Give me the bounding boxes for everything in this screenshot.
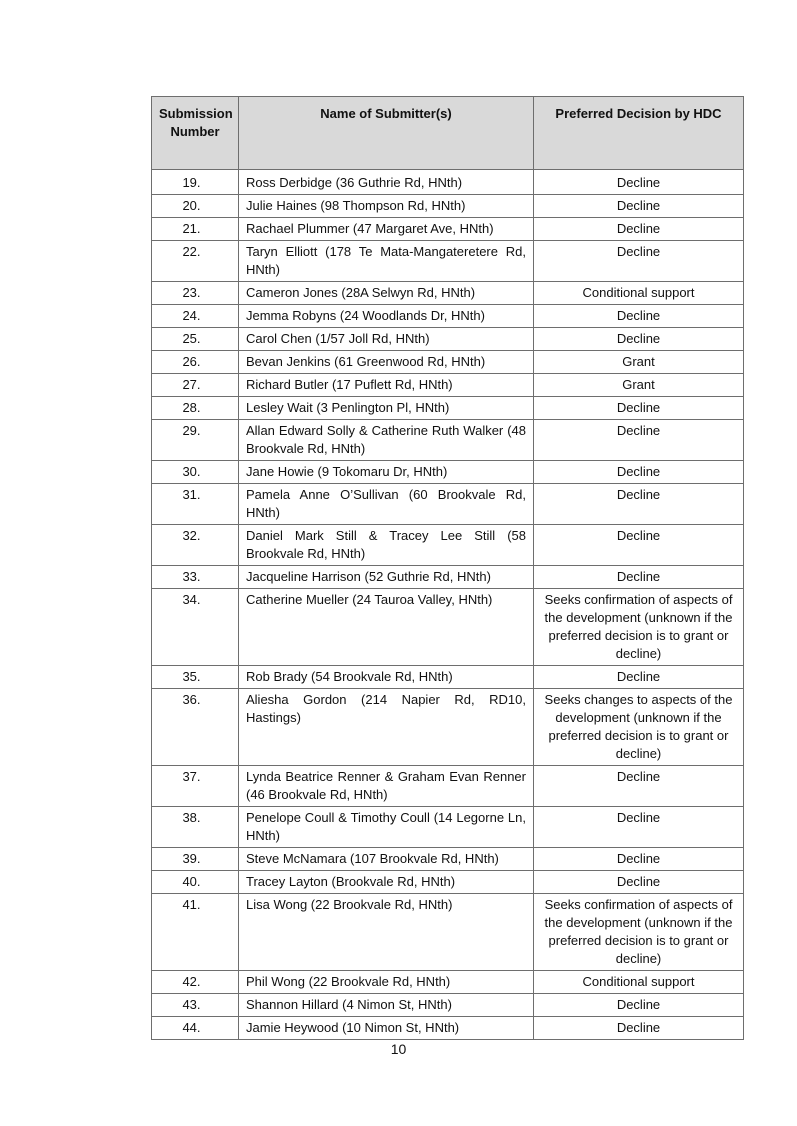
submitter-name-cell: Jane Howie (9 Tokomaru Dr, HNth): [239, 461, 534, 484]
submission-number-cell: 28.: [152, 397, 239, 420]
submission-number-cell: 21.: [152, 218, 239, 241]
preferred-decision-cell: Decline: [534, 420, 744, 461]
submission-number-cell: 34.: [152, 589, 239, 666]
submission-number-cell: 20.: [152, 195, 239, 218]
table-row: [152, 1017, 744, 1040]
preferred-decision-cell: Grant: [534, 374, 744, 397]
submission-number-cell: 26.: [152, 351, 239, 374]
submission-number-cell: 23.: [152, 282, 239, 305]
preferred-decision-cell: Decline: [534, 994, 744, 1017]
preferred-decision-cell: Decline: [534, 1017, 744, 1040]
submitter-name-cell: Pamela Anne O’Sullivan (60 Brookvale Rd, HNth): [239, 484, 534, 525]
submission-number-cell: 37.: [152, 766, 239, 807]
preferred-decision-cell: Decline: [534, 461, 744, 484]
header-submitter-name: Name of Submitter(s): [239, 97, 534, 170]
header-row: [152, 97, 744, 170]
submitter-name-cell: Richard Butler (17 Puflett Rd, HNth): [239, 374, 534, 397]
submitter-name-cell: Lesley Wait (3 Penlington Pl, HNth): [239, 397, 534, 420]
submitter-name-cell: Jemma Robyns (24 Woodlands Dr, HNth): [239, 305, 534, 328]
submitter-name-cell: Catherine Mueller (24 Tauroa Valley, HNth): [239, 589, 534, 666]
preferred-decision-cell: Seeks confirmation of aspects of the development (unknown if the preferred decision is to grant or decline): [534, 589, 744, 666]
submission-number-cell: 36.: [152, 689, 239, 766]
preferred-decision-cell: Decline: [534, 525, 744, 566]
submission-number-cell: 38.: [152, 807, 239, 848]
submission-number-cell: 40.: [152, 871, 239, 894]
table-row: [152, 994, 744, 1017]
preferred-decision-cell: Decline: [534, 484, 744, 525]
preferred-decision-cell: Seeks changes to aspects of the development (unknown if the preferred decision is to grant or decline): [534, 689, 744, 766]
submitter-name-cell: Lisa Wong (22 Brookvale Rd, HNth): [239, 894, 534, 971]
submission-number-cell: 39.: [152, 848, 239, 871]
preferred-decision-cell: Decline: [534, 766, 744, 807]
submission-number-cell: 25.: [152, 328, 239, 351]
table-row: [152, 484, 744, 525]
submitter-name-cell: Cameron Jones (28A Selwyn Rd, HNth): [239, 282, 534, 305]
table-row: [152, 871, 744, 894]
preferred-decision-cell: Decline: [534, 328, 744, 351]
submission-number-cell: 42.: [152, 971, 239, 994]
table-row: [152, 241, 744, 282]
preferred-decision-cell: Decline: [534, 848, 744, 871]
submitter-name-cell: Allan Edward Solly & Catherine Ruth Walker (48 Brookvale Rd, HNth): [239, 420, 534, 461]
table-header: [152, 97, 744, 170]
table-row: [152, 374, 744, 397]
table-row: [152, 807, 744, 848]
submission-number-cell: 33.: [152, 566, 239, 589]
preferred-decision-cell: Decline: [534, 170, 744, 195]
submission-number-cell: 22.: [152, 241, 239, 282]
table-row: [152, 848, 744, 871]
table-row: [152, 282, 744, 305]
submission-number-cell: 19.: [152, 170, 239, 195]
table-row: [152, 351, 744, 374]
submission-number-cell: 27.: [152, 374, 239, 397]
submitter-name-cell: Julie Haines (98 Thompson Rd, HNth): [239, 195, 534, 218]
preferred-decision-cell: Decline: [534, 566, 744, 589]
submitter-name-cell: Steve McNamara (107 Brookvale Rd, HNth): [239, 848, 534, 871]
header-preferred-decision: Preferred Decision by HDC: [534, 97, 744, 170]
submission-number-cell: 29.: [152, 420, 239, 461]
preferred-decision-cell: Decline: [534, 397, 744, 420]
table-body: [152, 170, 744, 1040]
preferred-decision-cell: Decline: [534, 218, 744, 241]
table-row: [152, 525, 744, 566]
preferred-decision-cell: Grant: [534, 351, 744, 374]
submissions-table: [151, 96, 744, 1040]
preferred-decision-cell: Conditional support: [534, 971, 744, 994]
submission-number-cell: 43.: [152, 994, 239, 1017]
table-row: [152, 170, 744, 195]
table-row: [152, 195, 744, 218]
table-row: [152, 397, 744, 420]
preferred-decision-cell: Seeks confirmation of aspects of the development (unknown if the preferred decision is to grant or decline): [534, 894, 744, 971]
preferred-decision-cell: Decline: [534, 871, 744, 894]
table-row: [152, 305, 744, 328]
table-row: [152, 218, 744, 241]
header-submission-number: Submission Number: [152, 97, 239, 170]
submitter-name-cell: Shannon Hillard (4 Nimon St, HNth): [239, 994, 534, 1017]
submitter-name-cell: Taryn Elliott (178 Te Mata-Mangateretere Rd, HNth): [239, 241, 534, 282]
submitter-name-cell: Aliesha Gordon (214 Napier Rd, RD10, Hastings): [239, 689, 534, 766]
page-number: 10: [390, 1041, 407, 1057]
preferred-decision-cell: Decline: [534, 666, 744, 689]
submitter-name-cell: Carol Chen (1/57 Joll Rd, HNth): [239, 328, 534, 351]
preferred-decision-cell: Conditional support: [534, 282, 744, 305]
table-row: [152, 894, 744, 971]
table-row: [152, 328, 744, 351]
preferred-decision-cell: Decline: [534, 195, 744, 218]
submission-number-cell: 32.: [152, 525, 239, 566]
table-row: [152, 420, 744, 461]
submission-number-cell: 30.: [152, 461, 239, 484]
table-row: [152, 566, 744, 589]
submitter-name-cell: Rachael Plummer (47 Margaret Ave, HNth): [239, 218, 534, 241]
submitter-name-cell: Lynda Beatrice Renner & Graham Evan Renner (46 Brookvale Rd, HNth): [239, 766, 534, 807]
submission-number-cell: 24.: [152, 305, 239, 328]
submitter-name-cell: Penelope Coull & Timothy Coull (14 Legorne Ln, HNth): [239, 807, 534, 848]
submission-number-cell: 35.: [152, 666, 239, 689]
table-row: [152, 766, 744, 807]
submitter-name-cell: Rob Brady (54 Brookvale Rd, HNth): [239, 666, 534, 689]
table-row: [152, 689, 744, 766]
submitter-name-cell: Jamie Heywood (10 Nimon St, HNth): [239, 1017, 534, 1040]
submitter-name-cell: Daniel Mark Still & Tracey Lee Still (58 Brookvale Rd, HNth): [239, 525, 534, 566]
submitter-name-cell: Jacqueline Harrison (52 Guthrie Rd, HNth): [239, 566, 534, 589]
submitter-name-cell: Tracey Layton (Brookvale Rd, HNth): [239, 871, 534, 894]
submission-number-cell: 44.: [152, 1017, 239, 1040]
submission-number-cell: 41.: [152, 894, 239, 971]
table-row: [152, 461, 744, 484]
table-row: [152, 971, 744, 994]
preferred-decision-cell: Decline: [534, 807, 744, 848]
submitter-name-cell: Phil Wong (22 Brookvale Rd, HNth): [239, 971, 534, 994]
submitter-name-cell: Bevan Jenkins (61 Greenwood Rd, HNth): [239, 351, 534, 374]
table-row: [152, 589, 744, 666]
submitter-name-cell: Ross Derbidge (36 Guthrie Rd, HNth): [239, 170, 534, 195]
submission-number-cell: 31.: [152, 484, 239, 525]
preferred-decision-cell: Decline: [534, 305, 744, 328]
table-row: [152, 666, 744, 689]
preferred-decision-cell: Decline: [534, 241, 744, 282]
